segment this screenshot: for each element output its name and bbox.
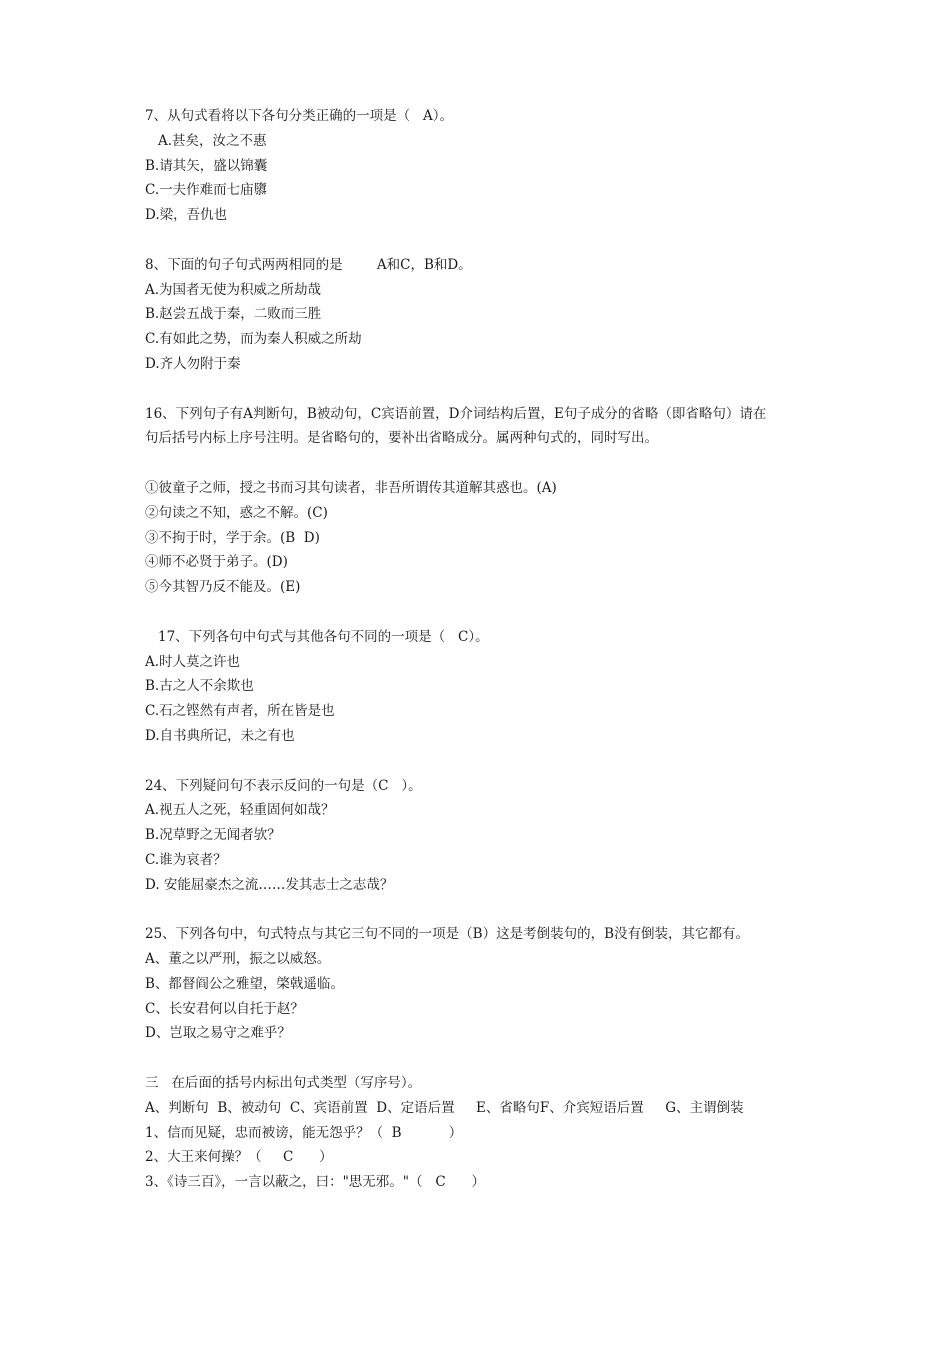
q17-stem: 17、下列各句中句式与其他各句不同的一项是（ C）。 — [158, 628, 489, 645]
q16-item-1: ①彼童子之师，授之书而习其句读者，非吾所谓传其道解其惑也。(A) — [145, 479, 557, 496]
section3-types: A、判断句 B、被动句 C、宾语前置 D、定语后置 E、省略句F、介宾短语后置 G、主谓倒装 — [145, 1099, 744, 1116]
q17-option-b: B.古之人不余欺也 — [145, 678, 254, 695]
spacer — [145, 749, 825, 774]
q25-option-d: D、岂取之易守之难乎？ — [145, 1025, 291, 1042]
spacer — [145, 377, 825, 402]
q8-option-b: B.赵尝五战于秦，二败而三胜 — [145, 306, 322, 323]
section3-item-3: 3、《诗三百》，一言以蔽之，曰："思无邪。"（ C ） — [145, 1174, 485, 1191]
spacer — [145, 600, 825, 625]
q8-stem: 8、下面的句子句式两两相同的是 A和C，B和D。 — [145, 256, 472, 273]
q16-stem-line2: 句后括号内标上序号注明。是省略句的，要补出省略成分。属两种句式的，同时写出。 — [145, 430, 658, 447]
q8-option-d: D.齐人勿附于秦 — [145, 355, 241, 372]
q17-option-a: A.时人莫之许也 — [145, 653, 241, 670]
q7-option-c: C.一夫作难而七庙隳 — [145, 182, 268, 199]
q16-stem-line1: 16、下列句子有A判断句，B被动句，C宾语前置，D介词结构后置，E句子成分的省略（即省略句）请在 — [145, 405, 767, 422]
q25-stem: 25、下列各句中，句式特点与其它三句不同的一项是（B）这是考倒装句的，B没有倒装，其它都有。 — [145, 926, 750, 943]
q16-item-3: ③不拘于时，学于余。(B D) — [145, 529, 320, 546]
q7-stem: 7、从句式看将以下各句分类正确的一项是（ A）。 — [145, 108, 453, 124]
q16-item-2: ②句读之不知，惑之不解。(C) — [145, 504, 328, 521]
document-page — [145, 104, 825, 1195]
spacer — [145, 228, 825, 253]
q24-stem: 24、下列疑问句不表示反问的一句是（C ）。 — [145, 777, 422, 794]
q25-option-a: A、董之以严刑，振之以威怒。 — [145, 951, 331, 968]
section3-item-1: 1、信而见疑，忠而被谤，能无怨乎？（ B ） — [145, 1124, 463, 1141]
spacer — [145, 451, 825, 476]
q8-option-a: A.为国者无使为积威之所劫哉 — [145, 281, 322, 298]
q8-option-c: C.有如此之势，而为秦人积威之所劫 — [145, 331, 362, 348]
q25-option-b: B、都督阎公之雅望，棨戟遥临。 — [145, 975, 344, 992]
q7-option-d: D.梁，吾仇也 — [145, 207, 228, 224]
q25-option-c: C、长安君何以自托于赵？ — [145, 1000, 304, 1017]
q16-item-5: ⑤今其智乃反不能及。(E) — [145, 579, 301, 596]
section3-heading: 三 在后面的括号内标出句式类型（写序号）。 — [145, 1075, 422, 1092]
spacer — [145, 898, 825, 923]
q24-option-c: C.谁为哀者？ — [145, 851, 227, 868]
spacer — [145, 1046, 825, 1071]
q7-option-b: B.请其矢，盛以锦囊 — [145, 157, 268, 174]
q16-item-4: ④师不必贤于弟子。(D) — [145, 554, 288, 571]
q7-option-a: A.甚矣，汝之不惠 — [158, 132, 267, 149]
q24-option-b: B.况草野之无闻者欤？ — [145, 827, 281, 844]
q24-option-d: D. 安能屈豪杰之流……发其志士之志哉？ — [145, 876, 394, 893]
q17-option-c: C.石之铿然有声者，所在皆是也 — [145, 703, 335, 720]
q17-option-d: D.自书典所记，未之有也 — [145, 727, 295, 744]
section3-item-2: 2、大王来何操？（ C ） — [145, 1149, 333, 1166]
q24-option-a: A.视五人之死，轻重固何如哉？ — [145, 802, 335, 819]
